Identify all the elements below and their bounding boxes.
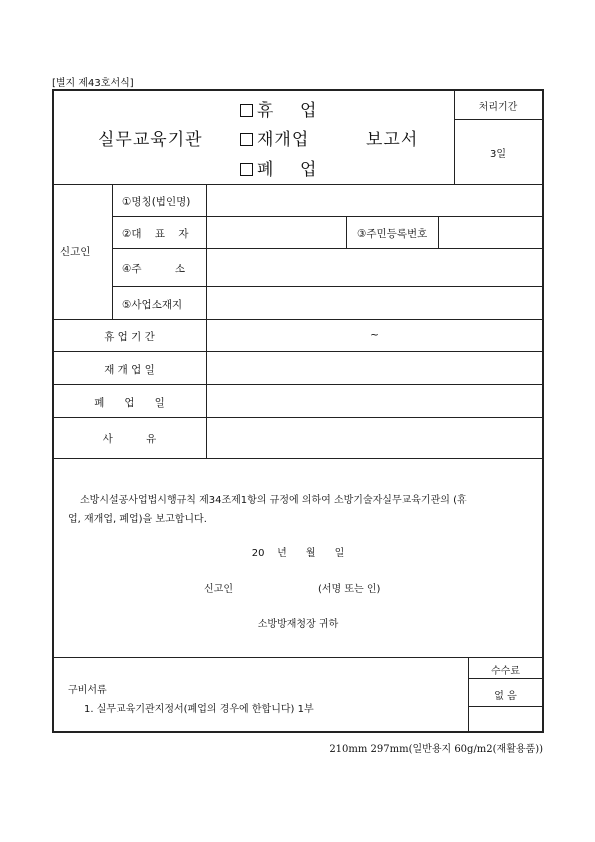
paper-spec: 210mm 297mm(일반용지 60g/m2(재활용품)) xyxy=(329,744,543,755)
field-name-label: ①명칭(법인명) xyxy=(122,196,191,208)
form-title-left: 실무교육기관 xyxy=(98,130,203,150)
statement-line-1: 소방시설공사업법시행규칙 제34조제1항의 규정에 의하여 소방기술자실무교육기관의 (휴 xyxy=(80,495,467,506)
suspension-period-label: 휴 업 기 간 xyxy=(104,331,155,343)
reason-input[interactable] xyxy=(208,419,542,457)
processing-period-value: 3일 xyxy=(489,149,507,160)
resident-no-input[interactable] xyxy=(440,218,542,247)
option-reopening[interactable]: 재개업 xyxy=(240,125,309,150)
form-number: [별지 제43호서식] xyxy=(52,78,134,89)
documents-label: 구비서류 xyxy=(68,685,107,696)
recipient: 소방방재청장 귀하 xyxy=(257,619,339,630)
business-location-input[interactable] xyxy=(208,288,542,318)
name-input[interactable] xyxy=(208,186,542,215)
signature-note[interactable]: (서명 또는 인) xyxy=(318,584,381,595)
reopening-checkbox[interactable] xyxy=(240,133,253,146)
fee-label: 수수료 xyxy=(491,666,520,677)
reason-label: 사 유 xyxy=(102,433,157,445)
suspension-checkbox[interactable] xyxy=(240,104,253,117)
date-line[interactable]: 20 년 월 일 xyxy=(251,548,345,559)
reopening-date-input[interactable] xyxy=(208,353,542,383)
representative-input[interactable] xyxy=(208,218,345,247)
closure-checkbox[interactable] xyxy=(240,163,253,176)
suspension-period-value[interactable]: ~ xyxy=(370,329,379,341)
closure-date-label: 폐 업 일 xyxy=(94,397,165,409)
field-business-location-label: ⑤사업소재지 xyxy=(122,299,183,311)
processing-period-label: 처리기간 xyxy=(478,102,518,113)
fee-value: 없 음 xyxy=(494,691,517,702)
option-suspension[interactable]: 휴 업 xyxy=(240,96,317,121)
option-closure[interactable]: 폐 업 xyxy=(240,155,317,180)
document-item: 1. 실무교육기관지정서(폐업의 경우에 한합니다) 1부 xyxy=(84,704,314,715)
closure-date-input[interactable] xyxy=(208,386,542,416)
statement-line-2: 업, 재개업, 폐업)을 보고합니다. xyxy=(68,514,207,525)
reporter-section-label: 신고인 xyxy=(60,246,91,258)
field-address-label: ④주 소 xyxy=(122,263,186,275)
field-representative-label: ②대 표 자 xyxy=(122,228,189,240)
address-input[interactable] xyxy=(208,250,542,285)
field-resident-no-label: ③주민등록번호 xyxy=(357,228,428,240)
reopening-date-label: 재 개 업 일 xyxy=(104,364,155,376)
signer-label: 신고인 xyxy=(204,584,233,595)
form-title-right: 보고서 xyxy=(366,130,419,150)
